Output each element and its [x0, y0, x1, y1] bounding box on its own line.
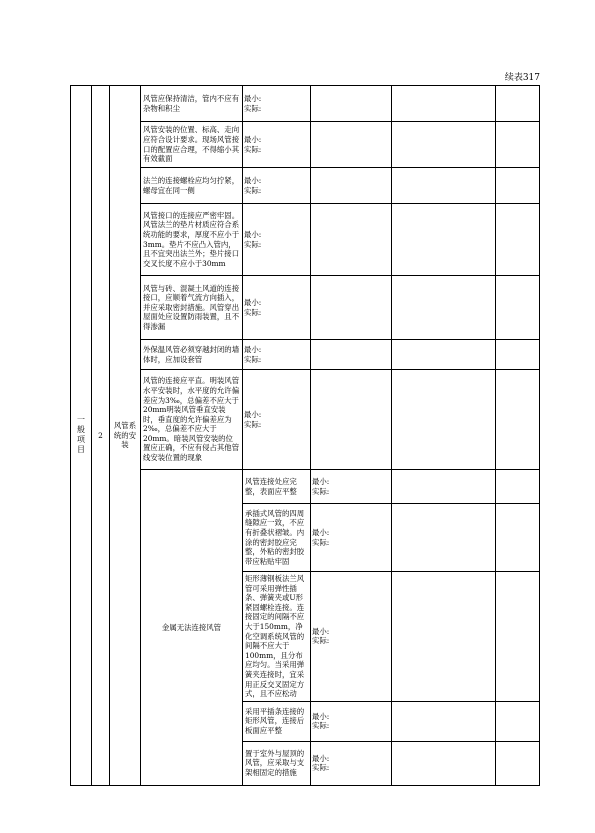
table-row [71, 370, 540, 470]
min-label: 最小: [244, 175, 262, 185]
min-label: 最小: [244, 134, 262, 144]
standard-text: 风管与砖、混凝土风道的连接接口，应顺着气流方向插入，并应采取密封措施。风管穿出屋面处应设置防雨装置，且不得渗漏 [141, 276, 243, 340]
item-name-cell: 风管系统的安装 [110, 86, 141, 786]
measurement-cell [311, 741, 392, 785]
min-label: 最小: [312, 527, 330, 537]
result-cell [496, 701, 540, 741]
standard-text: 风管应保持清洁，管内不应有杂物和积尘 [141, 86, 243, 122]
record-cell [311, 122, 392, 168]
continued-label: 续表317 [504, 73, 540, 83]
actual-label: 实际: [244, 103, 262, 113]
table-row [71, 204, 540, 276]
measurement-cell [243, 168, 311, 204]
result-cell [496, 741, 540, 785]
result-cell [392, 122, 496, 168]
remark-cell [496, 204, 540, 276]
actual-label: 实际: [312, 537, 330, 547]
result-cell [496, 504, 540, 572]
record-cell [392, 572, 496, 702]
standard-text: 风管安装的位置、标高、走向应符合设计要求。现场风管接口的配置应合理，不得缩小其有效截面 [141, 122, 243, 168]
result-cell [392, 204, 496, 276]
actual-label: 实际: [244, 144, 262, 154]
measurement-cell [243, 86, 311, 122]
standard-text: 风管的连接应平直。明装风管水平安装时，水平度的允许偏差应为3‰，总偏差不应大于20mm明装风管垂直安装时，垂直度的允许偏差应为2‰，总偏差不应大于20mm。暗装风管安装的位置应正确，不应有侵占其他管线安装位置的现象 [141, 370, 243, 470]
min-label: 最小: [244, 297, 262, 307]
actual-label: 实际: [244, 185, 262, 195]
measurement-cell [243, 340, 311, 370]
measurement-cell [311, 701, 392, 741]
inspection-table [70, 85, 540, 786]
standard-text: 风管连接处应完整，表面应平整 [243, 470, 311, 504]
standard-text: 风管接口的连接应严密牢固。风管法兰的垫片材质应符合系统功能的要求，厚度不应小于3mm。垫片不应凸入管内，且不宜突出法兰外；垫片接口交叉长度不应小于30mm [141, 204, 243, 276]
remark-cell [496, 370, 540, 470]
min-label: 最小: [312, 753, 330, 763]
remark-cell [496, 340, 540, 370]
table-row [71, 86, 540, 122]
actual-label: 实际: [244, 419, 262, 429]
standard-text: 外保温风管必须穿越封闭的墙体时，应加设套管 [141, 340, 243, 370]
record-cell [392, 504, 496, 572]
table-row [71, 340, 540, 370]
remark-cell [496, 86, 540, 122]
measurement-cell [243, 370, 311, 470]
min-label: 最小: [312, 711, 330, 721]
remark-cell [496, 276, 540, 340]
result-cell [496, 572, 540, 702]
standard-text: 采用平插条连接的矩形风管，连接后板面应平整 [243, 701, 311, 741]
min-label: 最小: [312, 476, 330, 486]
record-cell [311, 168, 392, 204]
record-cell [392, 470, 496, 504]
actual-label: 实际: [312, 721, 330, 731]
measurement-cell [243, 122, 311, 168]
standard-text: 矩形薄钢板法兰风管可采用弹性插条、弹簧夹或U形紧固螺栓连接。连接固定的间隔不应大于150mm，净化空调系统风管的间隔不应大于100mm，且分布应均匀。当采用弹簧夹连接时，宜采用正反交叉固定方式，且不应松动 [243, 572, 311, 702]
result-cell [392, 370, 496, 470]
record-cell [311, 204, 392, 276]
sub-item-cell: 金属无法连接风管 [141, 470, 243, 786]
record-cell [392, 741, 496, 785]
actual-label: 实际: [244, 307, 262, 317]
remark-cell [496, 168, 540, 204]
measurement-cell [311, 572, 392, 702]
result-cell [392, 340, 496, 370]
measurement-cell [311, 504, 392, 572]
measurement-cell [243, 276, 311, 340]
result-cell [392, 86, 496, 122]
table-row [71, 276, 540, 340]
record-cell [311, 340, 392, 370]
record-cell [392, 701, 496, 741]
category-cell: 一 般 项 目 [71, 86, 92, 786]
record-cell [311, 276, 392, 340]
actual-label: 实际: [244, 239, 262, 249]
result-cell [392, 168, 496, 204]
result-cell [392, 276, 496, 340]
min-label: 最小: [244, 93, 262, 103]
min-label: 最小: [244, 229, 262, 239]
standard-text: 法兰的连接螺栓应均匀拧紧，螺母宜在同一侧 [141, 168, 243, 204]
actual-label: 实际: [244, 354, 262, 364]
result-cell [496, 470, 540, 504]
record-cell [311, 370, 392, 470]
standard-text: 承插式风管的四周缝隙应一致，不应有折叠状褶皱。内涂的密封胶应完整，外粘的密封胶带应粘贴牢固 [243, 504, 311, 572]
table-row [71, 470, 540, 504]
table-row [71, 168, 540, 204]
item-number-cell: 2 [92, 86, 110, 786]
actual-label: 实际: [312, 486, 330, 496]
table-row [71, 122, 540, 168]
record-cell [311, 86, 392, 122]
min-label: 最小: [312, 626, 330, 636]
measurement-cell [311, 470, 392, 504]
measurement-cell [243, 204, 311, 276]
actual-label: 实际: [312, 763, 330, 773]
remark-cell [496, 122, 540, 168]
min-label: 最小: [244, 409, 262, 419]
min-label: 最小: [244, 344, 262, 354]
actual-label: 实际: [312, 636, 330, 646]
standard-text: 置于室外与屋顶的风管，应采取与支架相固定的措施 [243, 741, 311, 785]
